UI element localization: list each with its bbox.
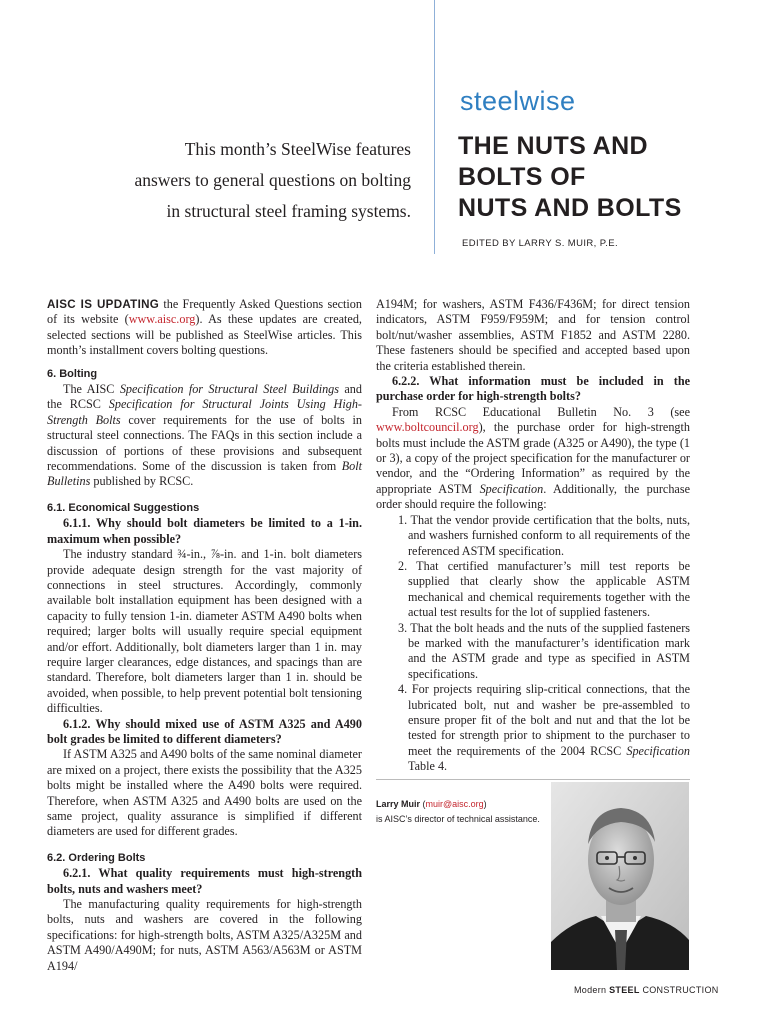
magazine-footer xyxy=(574,985,719,995)
text-run: cover requirements for the use of bolts in structural steel connections. The FAQs in this section include a discussion of portions of these provisions and subsequent recommendations. Some of the discussion is taken from xyxy=(47,412,362,474)
bio-divider xyxy=(376,779,690,780)
author-portrait-image xyxy=(551,782,689,970)
question-heading: 6.1.2. Why should mixed use of ASTM A325 and A490 bolt grades be limited to different diameters? xyxy=(47,716,362,746)
paragraph: If ASTM A325 and A490 bolts of the same nominal diameter are mixed on a project, there exists the possibility that the A325 bolts might be installed where the A490 bolts were required. Therefore, when ASTM A325 and A490 bolts are used on the same project, quality assurance is simplified if different diameters are used for different grades. xyxy=(47,747,362,839)
text-run: . Additionally, the purchase order should require the following: xyxy=(376,481,690,512)
author-bio xyxy=(376,797,546,827)
text-run: The AISC xyxy=(63,382,120,397)
spec-title: Specification xyxy=(626,743,690,758)
footer-text: STEEL xyxy=(609,985,640,995)
text-run: ), the purchase order for high-strength bolts must include the ASTM grade (A325 or A490), the type (1 or 3), a copy of the project specification for the manufacturer or vendor, and the “Ordering Information” as required by the appropriate ASTM xyxy=(376,420,690,496)
footer-text: CONSTRUCTION xyxy=(639,985,719,995)
author-name: Larry Muir xyxy=(376,799,421,809)
intro-blurb xyxy=(81,134,411,227)
author-description: is AISC’s director of technical assistance. xyxy=(376,814,540,824)
question-heading: 6.1.1. Why should bolt diameters be limited to a 1-in. maximum when possible? xyxy=(47,516,362,546)
paragraph xyxy=(47,382,362,490)
section-heading-bolting: 6. Bolting xyxy=(47,367,98,380)
lead-in: AISC IS UPDATING xyxy=(47,298,160,311)
intro-line: answers to general questions on bolting xyxy=(134,170,411,190)
text-run: published by RCSC. xyxy=(90,474,194,489)
opening-paragraph xyxy=(47,297,362,359)
headline-line: NUTS AND BOLTS xyxy=(458,194,682,222)
spec-title: Specification xyxy=(479,481,544,496)
author-email-link[interactable]: muir@aisc.org xyxy=(425,799,484,809)
paragraph: A194M; for washers, ASTM F436/F436M; for direct tension indicators, ASTM F959/F959M; and for tension control bolt/nut/washer assemblies, ASTM F1852 and ASTM 2280. These fasteners should be specified and accepted based upon the criteria established therein. xyxy=(376,297,690,373)
headline-line: THE NUTS AND xyxy=(458,132,648,160)
question-heading: 6.2.2. What information must be included in the purchase order for high-strength bolts? xyxy=(376,374,690,404)
purchase-order-requirements xyxy=(376,513,690,775)
author-photo xyxy=(551,782,689,970)
list-item: 3. That the bolt heads and the nuts of the supplied fasteners be marked with the manufacturer’s identification mark and the ASTM grade and type as specified in ASTM specifications. xyxy=(398,620,690,681)
spec-title: Specification for Structural Joints Using High-Strength Bolts xyxy=(47,397,362,427)
paragraph: The manufacturing quality requirements for high-strength bolts, nuts and washers are covered in the following specifications: for high-strength bolts, ASTM A325/A325M and ASTM A490/A490M; for nuts, ASTM A563/A563M or ASTM A194/ xyxy=(47,897,362,973)
text-run: 4. For projects requiring slip-critical connections, that the lubricated bolt, nut and washer be pre-assembled to ensure proper fit of the bolt and nut and that the lot be tested for strength prior to shipment to the purchaser to meet the requirements of the 2004 RCSC xyxy=(398,682,690,758)
spec-title: Specification for Structural Steel Buildings xyxy=(119,382,340,397)
header-divider-line xyxy=(434,0,435,254)
section-brand: steelwise xyxy=(460,86,576,116)
text-run: ) xyxy=(483,799,487,809)
paragraph: The industry standard ¾-in., ⅞-in. and 1-in. bolt diameters provide adequate design strength for the vast majority of connections in steel structures. Accordingly, commonly available bolt installation equipment has been designed with a capacity to fully tension 1-in. diameter ASTM A490 bolts when required; larger bolts will usually require special equipment and/or effort. Additionally, bolt diameters larger than 1 in. may require larger clearances, edge distances, and spacings than are standard. Therefore, bolt diameters larger than 1 in. should be avoided, when possible, to help prevent potential bolt tensioning difficulties. xyxy=(47,547,362,716)
boltcouncil-link[interactable]: www.boltcouncil.org xyxy=(376,420,479,435)
intro-line: in structural steel framing systems. xyxy=(166,201,411,221)
text-run: and the RCSC xyxy=(47,382,362,412)
text-run: Table 4. xyxy=(408,759,448,774)
section-heading-ordering: 6.2. Ordering Bolts xyxy=(47,851,146,864)
aisc-link[interactable]: www.aisc.org xyxy=(128,312,196,327)
list-item xyxy=(376,682,690,774)
bulletin-title: Bolt Bulletins xyxy=(47,459,362,489)
editor-byline: EDITED BY LARRY S. MUIR, P.E. xyxy=(462,238,619,249)
text-run: ). As these updates are created, selected sections will be published as SteelWise articles. This month’s installment covers bolting questions. xyxy=(47,312,362,358)
list-item: 1. That the vendor provide certification that the bolts, nuts, and washers furnished conform to all requirements of the referenced ASTM specification. xyxy=(398,512,690,558)
text-run: From RCSC Educational Bulletin No. 3 (see xyxy=(392,404,690,419)
article-headline xyxy=(458,131,682,224)
intro-line: This month’s SteelWise features xyxy=(184,139,411,159)
headline-line: BOLTS OF xyxy=(458,163,586,191)
text-run: the Frequently Asked Questions section of its website ( xyxy=(47,297,362,327)
section-heading-economical: 6.1. Economical Suggestions xyxy=(47,501,200,514)
body-column-right xyxy=(376,297,690,775)
question-heading: 6.2.1. What quality requirements must high-strength bolts, nuts and washers meet? xyxy=(47,866,362,896)
text-run: ( xyxy=(420,799,426,809)
paragraph xyxy=(376,405,690,513)
footer-text: Modern xyxy=(574,985,610,995)
list-item: 2. That certified manufacturer’s mill test reports be supplied that clearly show the applicable ASTM mechanical and chemical requirements together with the actual test results for the lot of supplied fasteners. xyxy=(398,558,690,620)
body-column-left xyxy=(47,297,362,974)
